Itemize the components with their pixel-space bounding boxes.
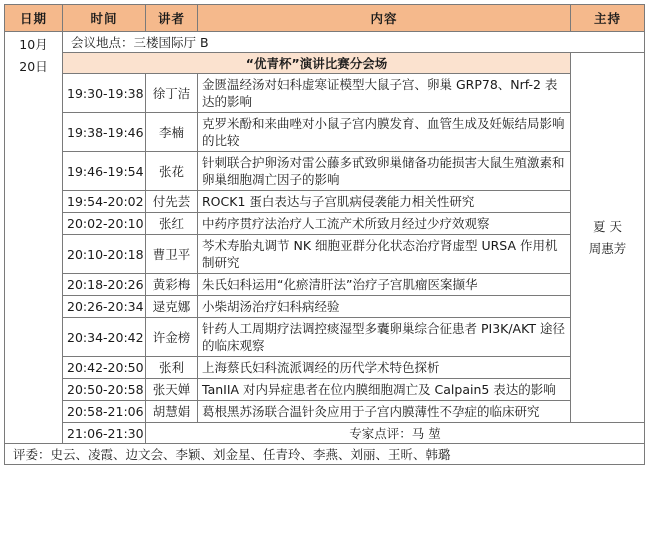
talk-row xyxy=(5,74,645,113)
judges-text: 评委：史云、凌霞、边文会、李颖、刘金星、任青玲、李燕、刘丽、王昕、韩璐 xyxy=(5,444,645,465)
host-name-1: 夏 天 xyxy=(593,218,622,234)
talk-topic: 中药序贯疗法治疗人工流产术所致月经过少疗效观察 xyxy=(198,213,571,235)
talk-speaker: 张红 xyxy=(146,213,198,235)
talk-time: 20:26-20:34 xyxy=(63,296,146,318)
talk-row xyxy=(5,318,645,357)
talk-topic: 葛根黑苏汤联合温针灸应用于子宫内膜薄性不孕症的临床研究 xyxy=(198,401,571,423)
talk-topic: 朱氏妇科运用“化瘀清肝法”治疗子宫肌瘤医案撷华 xyxy=(198,274,571,296)
talk-row xyxy=(5,191,645,213)
review-row xyxy=(5,423,645,444)
talk-speaker: 曹卫平 xyxy=(146,235,198,274)
talk-topic: 针药人工周期疗法调控痰湿型多囊卵巢综合征患者 PI3K/AKT 途径的临床观察 xyxy=(198,318,571,357)
schedule-body xyxy=(5,32,645,465)
talk-time: 19:30-19:38 xyxy=(63,74,146,113)
talk-speaker: 逯克娜 xyxy=(146,296,198,318)
talk-time: 19:54-20:02 xyxy=(63,191,146,213)
header-time: 时间 xyxy=(63,5,146,32)
date-day: 20日 xyxy=(19,59,48,74)
talk-row xyxy=(5,296,645,318)
talk-speaker: 付先芸 xyxy=(146,191,198,213)
talk-speaker: 李楠 xyxy=(146,113,198,152)
schedule-frame xyxy=(4,4,645,465)
talk-row xyxy=(5,213,645,235)
talk-time: 20:18-20:26 xyxy=(63,274,146,296)
host-name-2: 周惠芳 xyxy=(588,240,627,256)
talk-row xyxy=(5,401,645,423)
talk-speaker: 张花 xyxy=(146,152,198,191)
talk-topic: 金匮温经汤对妇科虚寒证模型大鼠子宫、卵巢 GRP78、Nrf-2 表达的影响 xyxy=(198,74,571,113)
header-host: 主持 xyxy=(571,5,645,32)
talk-speaker: 张天婵 xyxy=(146,379,198,401)
talk-topic: 芩术寿胎丸调节 NK 细胞亚群分化状态治疗肾虚型 URSA 作用机制研究 xyxy=(198,235,571,274)
talk-row xyxy=(5,357,645,379)
review-text: 专家点评：马 堃 xyxy=(146,423,645,444)
venue-text: 会议地点：三楼国际厅 B xyxy=(63,32,645,53)
talk-time: 19:46-19:54 xyxy=(63,152,146,191)
review-time: 21:06-21:30 xyxy=(63,423,146,444)
talk-row xyxy=(5,152,645,191)
talk-topic: TanIIA 对内异症患者在位内膜细胞凋亡及 Calpain5 表达的影响 xyxy=(198,379,571,401)
venue-row xyxy=(5,32,645,53)
date-month: 10月 xyxy=(19,37,48,52)
header-content: 内容 xyxy=(198,5,571,32)
talk-time: 20:58-21:06 xyxy=(63,401,146,423)
talk-time: 19:38-19:46 xyxy=(63,113,146,152)
judges-row xyxy=(5,444,645,465)
host-cell xyxy=(571,53,645,423)
talk-speaker: 黄彩梅 xyxy=(146,274,198,296)
talk-speaker: 张利 xyxy=(146,357,198,379)
talk-topic: 小柴胡汤治疗妇科病经验 xyxy=(198,296,571,318)
talk-speaker: 徐丁洁 xyxy=(146,74,198,113)
talk-time: 20:50-20:58 xyxy=(63,379,146,401)
talk-topic: 克罗米酚和来曲唑对小鼠子宫内膜发育、血管生成及妊娠结局影响的比较 xyxy=(198,113,571,152)
talk-row xyxy=(5,274,645,296)
talk-time: 20:02-20:10 xyxy=(63,213,146,235)
header-row xyxy=(5,5,645,32)
header-speaker: 讲者 xyxy=(146,5,198,32)
header-date: 日期 xyxy=(5,5,63,32)
talk-time: 20:10-20:18 xyxy=(63,235,146,274)
talk-row xyxy=(5,113,645,152)
session-title: “优青杯”演讲比赛分会场 xyxy=(63,53,571,74)
talk-topic: ROCK1 蛋白表达与子宫肌病侵袭能力相关性研究 xyxy=(198,191,571,213)
talk-speaker: 胡慧娟 xyxy=(146,401,198,423)
talk-time: 20:34-20:42 xyxy=(63,318,146,357)
talk-row xyxy=(5,235,645,274)
talk-speaker: 许金榜 xyxy=(146,318,198,357)
talk-topic: 针刺联合护卵汤对雷公藤多甙致卵巢储备功能损害大鼠生殖激素和卵巢细胞凋亡因子的影响 xyxy=(198,152,571,191)
date-cell xyxy=(5,32,63,444)
talk-time: 20:42-20:50 xyxy=(63,357,146,379)
session-row xyxy=(5,53,645,74)
schedule-table xyxy=(4,4,645,465)
talk-row xyxy=(5,379,645,401)
talk-topic: 上海蔡氏妇科流派调经的历代学术特色探析 xyxy=(198,357,571,379)
